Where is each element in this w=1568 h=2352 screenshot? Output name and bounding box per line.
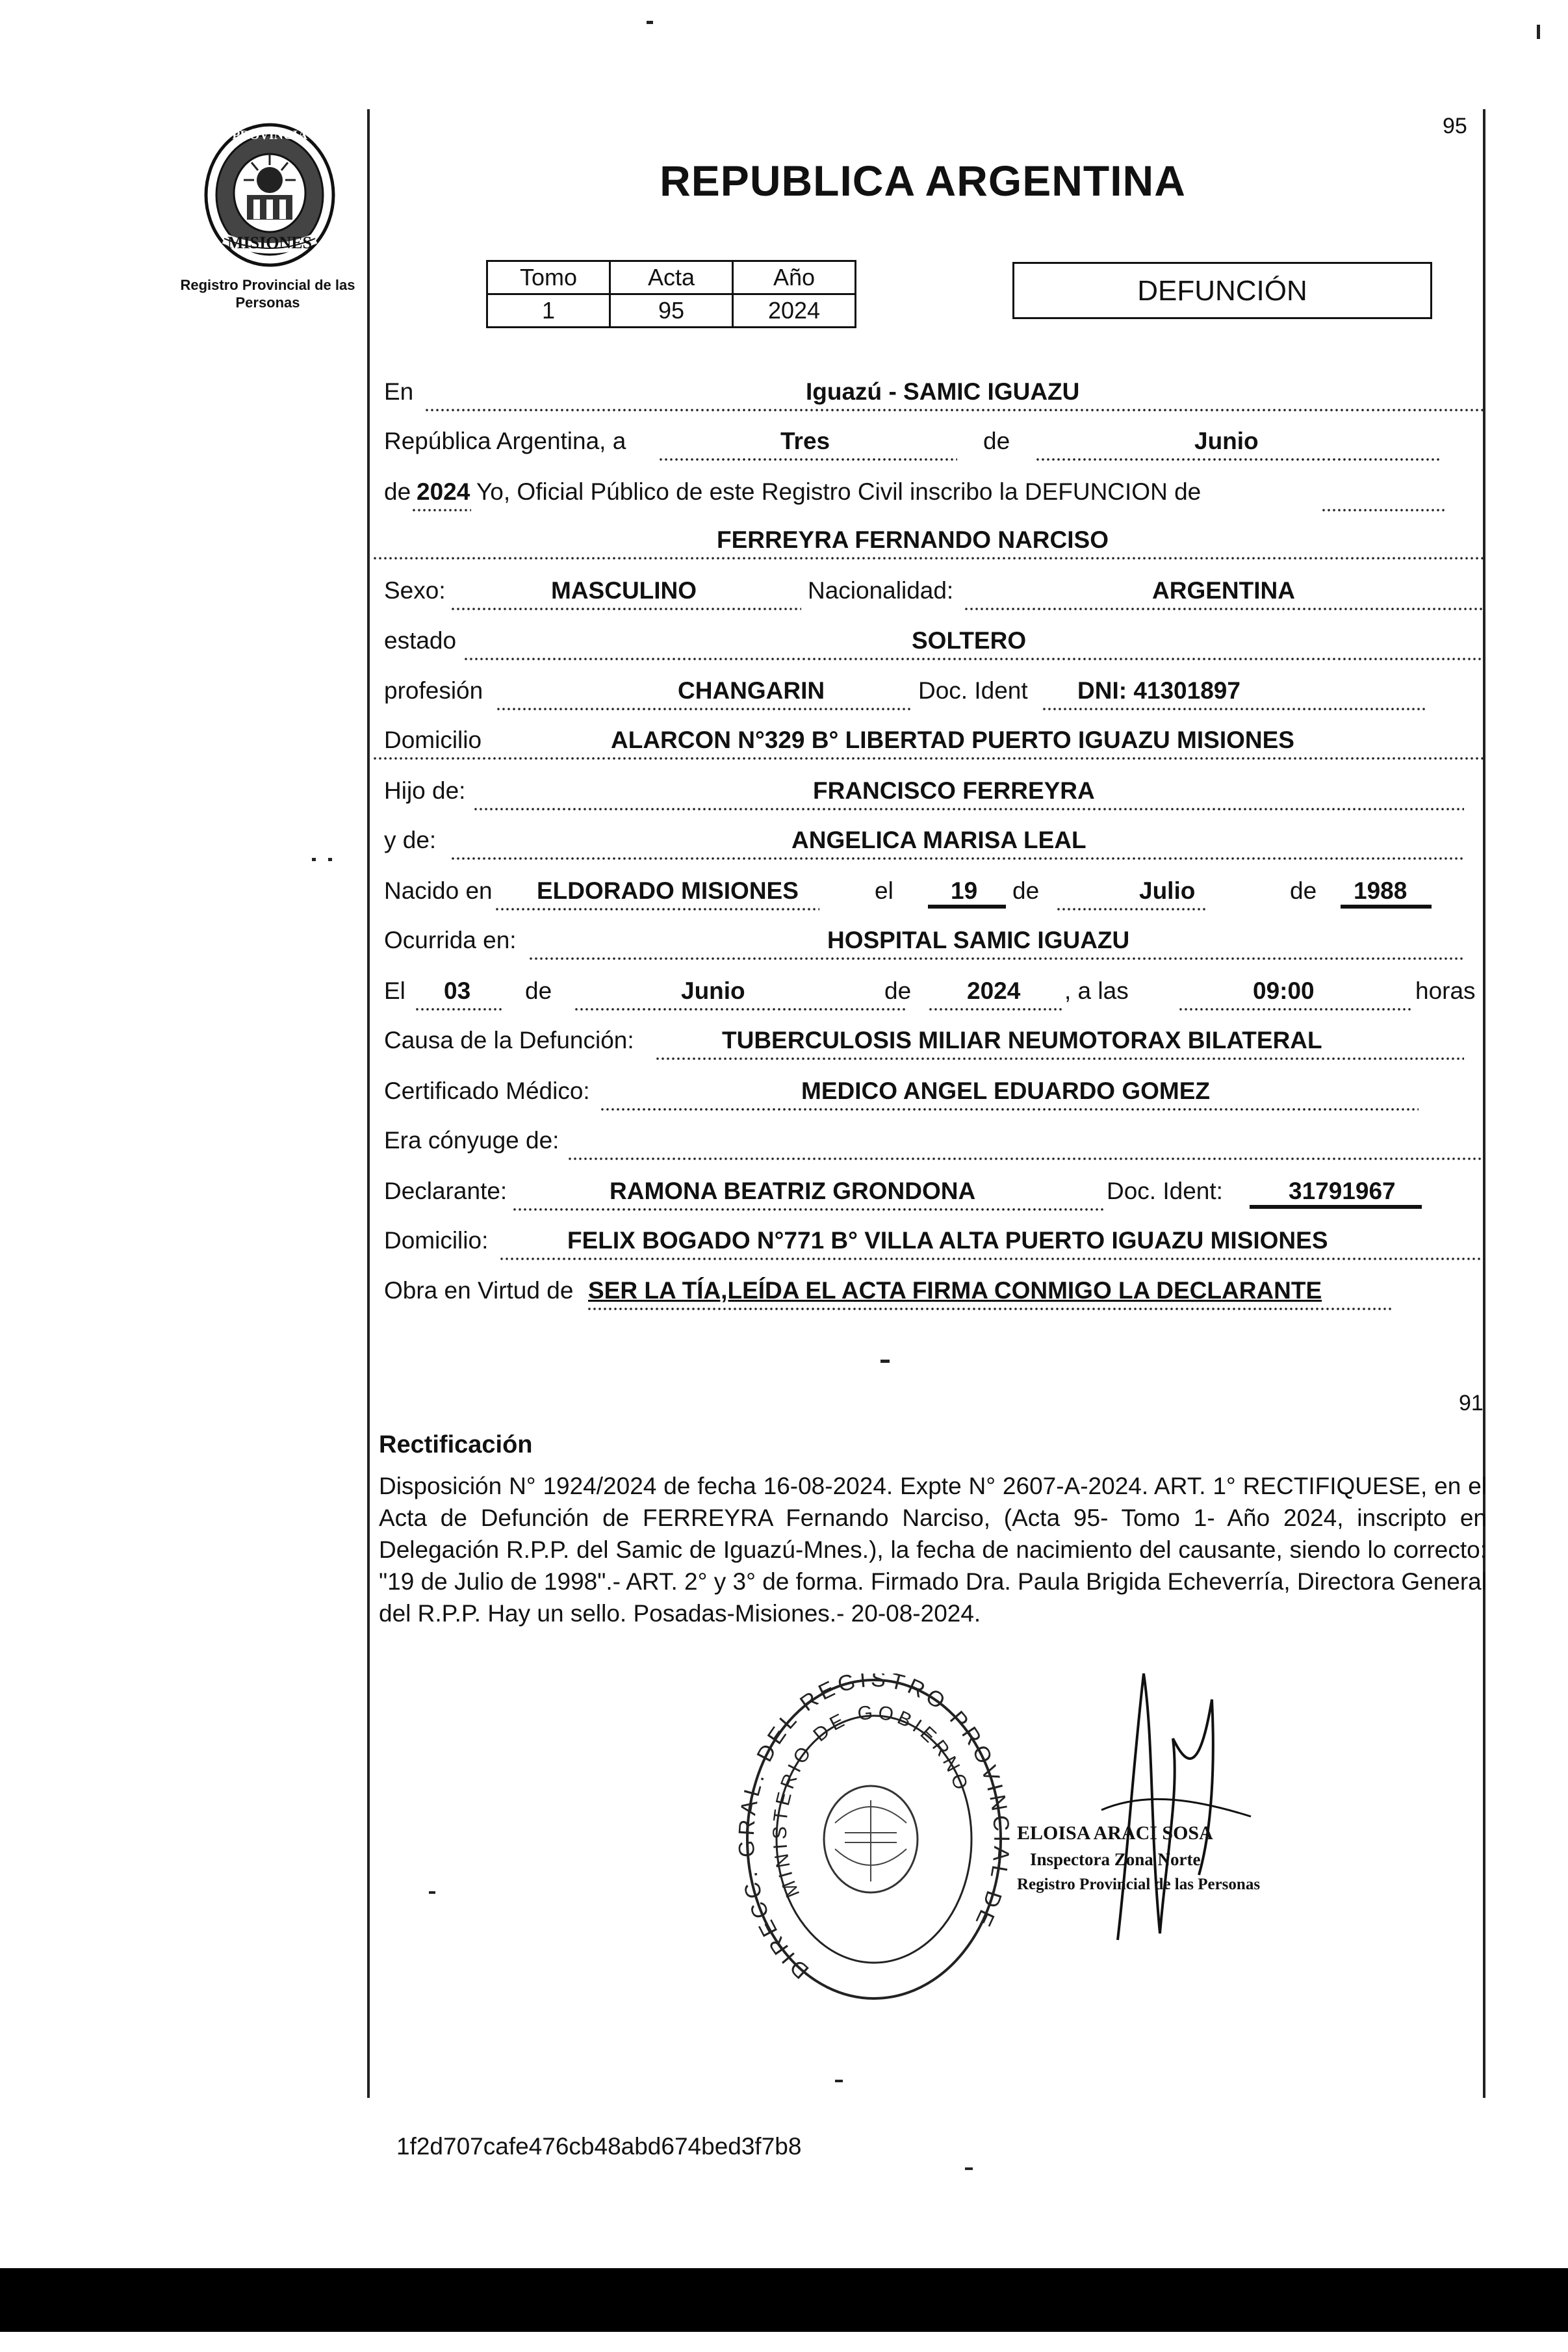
row-yde (379, 820, 1484, 860)
el-label: el (875, 877, 893, 904)
anio-header: Año (733, 261, 856, 294)
de6-label: de (884, 977, 912, 1004)
death-year: 2024 (967, 977, 1021, 1004)
ocurrida-value: HOSPITAL SAMIC IGUAZU (827, 927, 1130, 953)
acta-value: 95 (610, 294, 733, 328)
dotted-line (411, 508, 471, 512)
dotted-line (463, 657, 1484, 661)
declarante-value: RAMONA BEATRIZ GRONDONA (610, 1178, 976, 1204)
dotted-line (1035, 458, 1441, 461)
dotted-line (1321, 508, 1445, 512)
row-sexo (379, 571, 1484, 611)
doc2-label: Doc. Ident: (1107, 1178, 1223, 1204)
estado-label: estado (384, 627, 457, 654)
en-label: En (384, 378, 414, 405)
dotted-line (512, 1208, 1103, 1211)
dotted-line (600, 1107, 1419, 1111)
en-value: Iguazú - SAMIC IGUAZU (806, 378, 1080, 405)
row-certificado (379, 1071, 1484, 1111)
deceased-name: FERREYRA FERNANDO NARCISO (717, 526, 1109, 553)
cert-label: Certificado Médico: (384, 1078, 590, 1104)
dotted-line (424, 408, 1484, 412)
scan-speck (647, 21, 653, 24)
tomo-value: 1 (487, 294, 610, 328)
scan-speck (429, 1891, 435, 1894)
yde-label: y de: (384, 827, 437, 853)
anio-value: 2024 (733, 294, 856, 328)
ocurrida-label: Ocurrida en: (384, 927, 517, 953)
signature-block (1004, 1661, 1355, 2002)
dotted-line (587, 1307, 1393, 1311)
de4-label: de (1290, 877, 1317, 904)
document-hash: 1f2d707cafe476cb48abd674bed3f7b8 (396, 2133, 802, 2160)
rectificacion-page-number: 91 (1459, 1391, 1484, 1415)
underline (1341, 905, 1432, 909)
stamp-outer-text: DIRECC. AL. DEL REGISTRO PROVIN L DE (738, 1674, 1010, 1984)
sexo-label: Sexo: (384, 577, 446, 604)
doc-label: Doc. Ident (918, 677, 1028, 704)
scan-speck (328, 858, 332, 861)
declarante-label: Declarante: (384, 1178, 508, 1204)
el2-label: El (384, 977, 405, 1004)
dotted-line (1042, 707, 1425, 711)
dotted-line (499, 1257, 1484, 1261)
row-nacido (379, 871, 1484, 911)
cert-value: MEDICO ANGEL EDUARDO GOMEZ (801, 1078, 1211, 1104)
birth-year: 1988 (1354, 877, 1407, 904)
domicilio2-value: FELIX BOGADO N°771 B° VILLA ALTA PUERTO IGUAZU MISIONES (567, 1227, 1328, 1254)
de3-label: de (1012, 877, 1040, 904)
birth-day: 19 (951, 877, 978, 904)
dotted-line (528, 957, 1464, 961)
horas-label: horas (1415, 977, 1476, 1004)
row-conyuge (379, 1120, 1484, 1161)
domicilio-value: ALARCON N°329 B° LIBERTAD PUERTO IGUAZU MISIONES (611, 727, 1294, 753)
estado-value: SOLTERO (912, 627, 1027, 654)
hijo-label: Hijo de: (384, 777, 466, 804)
scan-speck (835, 2080, 843, 2082)
signature-role: Inspectora Zona Norte (1030, 1850, 1201, 1869)
sexo-value: MASCULINO (551, 577, 697, 604)
dotted-line (415, 1007, 502, 1011)
dotted-line (928, 1007, 1064, 1011)
page-number: 95 (1443, 114, 1467, 138)
domicilio-label: Domicilio (384, 727, 482, 753)
official-stamp (738, 1674, 1010, 2015)
dotted-line (1178, 1007, 1412, 1011)
row-profesion (379, 671, 1484, 711)
signature-name: ELOISA ARACI SOSA (1017, 1822, 1213, 1844)
record-table (486, 260, 856, 328)
left-margin-line (367, 109, 370, 2098)
tomo-header: Tomo (487, 261, 610, 294)
dotted-line (964, 607, 1484, 611)
document-title: REPUBLICA ARGENTINA (660, 157, 1186, 205)
obra-value: SER LA TÍA,LEÍDA EL ACTA FIRMA CONMIGO LA DECLARANTE (588, 1277, 1322, 1304)
yde-value: ANGELICA MARISA LEAL (791, 827, 1086, 853)
dotted-line (1056, 907, 1205, 911)
svg-text:PROVINCIA: PROVINCIA (232, 128, 307, 142)
dotted-line (450, 607, 801, 611)
underline (1250, 1205, 1422, 1209)
hijo-value: FRANCISCO FERREYRA (813, 777, 1095, 804)
de-label: de (983, 428, 1010, 454)
dotted-line (567, 1157, 1484, 1161)
dotted-line (574, 1007, 905, 1011)
birth-month: Julio (1139, 877, 1196, 904)
scan-speck (965, 2167, 973, 2170)
row-fecha (379, 421, 1484, 461)
acta-header: Acta (610, 261, 733, 294)
dotted-line (473, 807, 1464, 811)
doc2-value: 31791967 (1289, 1178, 1396, 1204)
signature-org: Registro Provincial de las Personas (1017, 1876, 1261, 1893)
record-type-box: DEFUNCIÓN (1012, 262, 1432, 319)
row-domicilio (379, 720, 1484, 760)
death-day: 03 (444, 977, 471, 1004)
underline (928, 905, 1006, 909)
month-word: Junio (1194, 428, 1259, 454)
dotted-line (372, 756, 1484, 760)
de5-label: de (525, 977, 552, 1004)
dotted-line (372, 556, 1484, 560)
dotted-line (495, 907, 819, 911)
causa-label: Causa de la Defunción: (384, 1027, 634, 1053)
nacido-value: ELDORADO MISIONES (537, 877, 799, 904)
inscribo-text: Yo, Oficial Público de este Registro Civil inscribo la DEFUNCION de (476, 478, 1202, 505)
year-value: 2024 (417, 478, 470, 505)
dotted-line (655, 1057, 1464, 1061)
scan-speck (880, 1360, 890, 1363)
death-time: 09:00 (1253, 977, 1315, 1004)
domicilio2-label: Domicilio: (384, 1227, 489, 1254)
row-estado (379, 621, 1484, 661)
profesion-label: profesión (384, 677, 483, 704)
row-ocurrida (379, 920, 1484, 961)
de2-label: de (384, 478, 411, 505)
dotted-line (450, 857, 1464, 860)
nacionalidad-value: ARGENTINA (1152, 577, 1295, 604)
row-declarante (379, 1171, 1484, 1211)
alas-label: , a las (1064, 977, 1129, 1004)
causa-value: TUBERCULOSIS MILIAR NEUMOTORAX BILATERAL (722, 1027, 1322, 1053)
scan-speck (1537, 25, 1540, 39)
row-hijo (379, 771, 1484, 811)
row-obra (379, 1271, 1484, 1311)
conyuge-label: Era cónyuge de: (384, 1127, 559, 1154)
dotted-line (658, 458, 957, 461)
dotted-line (496, 707, 912, 711)
profesion-value: CHANGARIN (678, 677, 825, 704)
republica-label: República Argentina, a (384, 428, 626, 454)
svg-text:MISIONES: MISIONES (227, 233, 313, 252)
nacido-label: Nacido en (384, 877, 493, 904)
death-month: Junio (681, 977, 745, 1004)
row-el (379, 971, 1484, 1011)
scan-border (0, 2268, 1568, 2332)
registry-label: Registro Provincial de las Personas (180, 277, 355, 311)
nacionalidad-label: Nacionalidad: (808, 577, 954, 604)
row-causa (379, 1020, 1484, 1061)
row-name (379, 520, 1484, 560)
obra-label: Obra en Virtud de (384, 1277, 574, 1304)
rectificacion-text: Disposición N° 1924/2024 de fecha 16-08-2024. Expte N° 2607-A-2024. ART. 1° RECTIFIQUESE, en el Acta de Defunción de FERREYRA Fernando Narciso, (Acta 95- Tomo 1- Año 2024, inscripto en Delegación R.P.P. del Samic de Iguazú-Mnes.), la fecha de nacimiento del causante, siendo lo correcto: "19 de Julio de 1998".- ART. 2° y 3° de forma. Firmado Dra. Paula Brigida Echeverría, Directora General del R.P.P. Hay un sello. Posadas-Misiones.- 20-08-2024. (379, 1473, 1487, 1627)
day-word: Tres (780, 428, 830, 454)
stamp-inner-text: MINISTERIO DE GOBIERNO (769, 1701, 973, 1901)
row-inscribo (379, 472, 1484, 512)
row-domicilio2 (379, 1221, 1484, 1261)
province-seal (198, 118, 341, 268)
doc-value: DNI: 41301897 (1077, 677, 1240, 704)
rectificacion-title: Rectificación (379, 1431, 533, 1458)
signature-stroke (1118, 1674, 1213, 1940)
scan-speck (312, 858, 316, 861)
row-en (379, 372, 1484, 412)
